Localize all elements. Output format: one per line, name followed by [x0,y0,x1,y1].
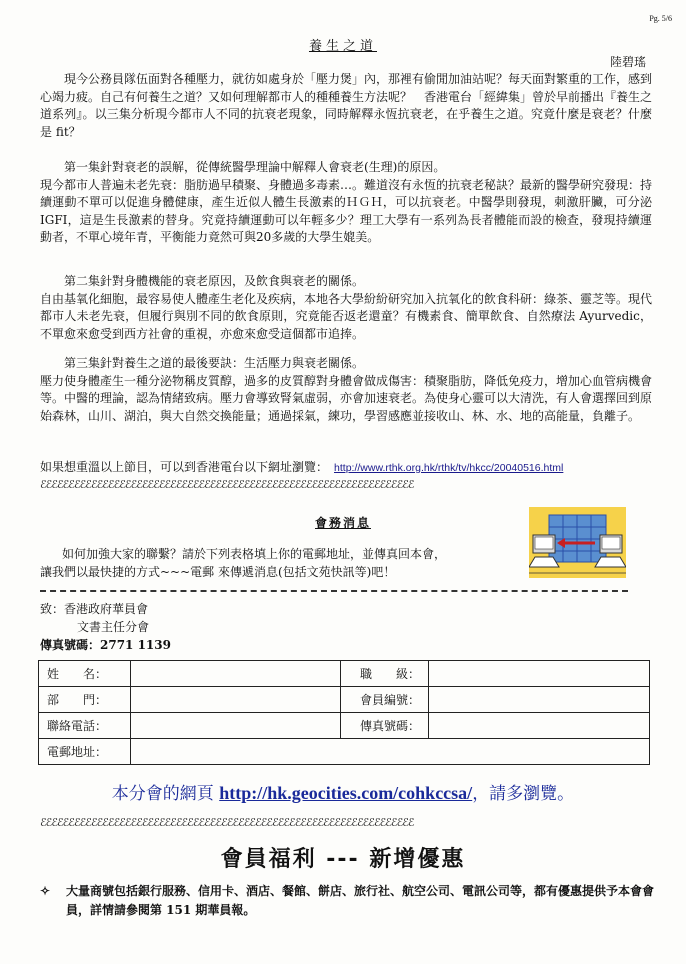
email-label: 電郵地址： [39,739,131,765]
episode-3-body: 壓力使身體產生一種分泌物稱皮質醇，過多的皮質醇對身體會做成傷害：積聚脂肪，降低免疫力，增加心血管病機會等。中醫的理論，認為情緒致病。壓力會導致腎氣虛弱，亦會加速衰老。為使身心靈可以大清洗，有人會選擇回到原始森林，山川、湖泊，與大自然交換能量；通過採氣，練功，學習感應並接收山、林、水、地的高能量，負離子。 [40,373,653,423]
department-label: 部 門： [39,687,131,713]
dashed-divider [40,590,628,592]
member-info-form [38,660,650,765]
recipient-line-1: 致：香港政府華員會 [40,602,149,616]
website-line [0,779,686,804]
page-number: Pg. 5/6 [649,14,672,23]
benefits-item [40,882,660,920]
recipient-fax: 傳真號碼：2771 1139 [40,638,171,652]
divider-flourish-2: ℰℰℰℰℰℰℰℰℰℰℰℰℰℰℰℰℰℰℰℰℰℰℰℰℰℰℰℰℰℰℰℰℰℰℰℰℰℰℰℰℰℰℰℰℰℰℰℰℰℰℰℰℰℰℰℰℰℰℰℰℰℰℰℰℰℰ [40,816,414,829]
member-number-label: 會員編號： [341,687,429,713]
news-line-2: 讓我們以最快捷的方式~~~電郵 來傳遞消息(包括文苑快訊等)吧！ [40,565,396,579]
rank-field[interactable] [429,661,650,687]
episode-3 [40,355,652,425]
replay-prefix: 如果想重溫以上節目，可以到香港電台以下網址瀏覽： [40,460,329,474]
computers-exchanging-mail-icon [529,507,626,578]
article-author: 陸碧瑤 [609,55,646,69]
replay-info [40,458,563,475]
recipient-line-2: 文書主任分會 [77,620,150,634]
article-title: 養生之道 [308,39,377,54]
name-label: 姓 名： [39,661,131,687]
member-number-field[interactable] [429,687,650,713]
fax-label: 傳真號碼： [341,713,429,739]
episode-1 [40,159,652,247]
episode-1-heading: 第一集針對衰老的誤解，從傳統醫學理論中解釋人會衰老(生理)的原因。 [64,160,446,174]
bullet-star-icon: ✧ [40,884,51,898]
news-line-1: 如何加強大家的聯繫？請於下列表格填上你的電郵地址，並傳真回本會， [62,547,447,561]
website-prefix: 本分會的網頁 [111,784,214,804]
website-link[interactable]: http://hk.geocities.com/cohkccsa/ [219,783,473,803]
news-body [40,545,520,581]
benefits-text: 大量商號包括銀行服務、信用卡、酒店、餐館、餅店、旅行社、航空公司、電訊公司等，都有優惠提供予本會會員，詳情請參閱第 151 期華員報。 [66,884,655,917]
rank-label: 職 級： [341,661,429,687]
article-intro: 現今公務員隊伍面對各種壓力，就彷如處身於「壓力煲」內，那裡有偷閒加油站呢？每天面對繁重的工作，感到心竭力疲。自己有何養生之道？又如何理解都市人的種種養生方法呢？ 香港電台「經緯集」曾於早前播出『養生之道系列』。以三集分析現今都市人不同的抗衰老現象，同時解釋永恆抗衰老，在乎養生之道。究竟什麼是衰老？什麼是 fit？ [40,72,653,139]
phone-field[interactable] [131,713,341,739]
rthk-link[interactable]: http://www.rthk.org.hk/rthk/tv/hkcc/20040516.html [334,462,564,474]
name-field[interactable] [131,661,341,687]
recipient-block [40,600,171,654]
episode-2-heading: 第二集針對身體機能的衰老原因，及飲食與衰老的關係。 [64,274,365,288]
news-title: 會務消息 [314,516,371,530]
website-suffix: ，請多瀏覽。 [472,784,575,804]
episode-2-body: 自由基氧化細胞，最容易使人體產生老化及疾病，本地各大學紛紛研究加入抗氧化的飲食科研：綠茶、靈芝等。現代都市人未老先衰，但履行與別不同的飲食原則，究竟能否返老還童？有機素食、簡單飲食、自然療法 Ayurvedic，不單愈來愈受到西方社會的重視，亦愈來愈受這個都市追捧。 [40,291,653,341]
episode-2 [40,273,652,343]
email-field[interactable] [131,739,650,765]
phone-label: 聯絡電話： [39,713,131,739]
episode-3-heading: 第三集針對養生之道的最後要訣：生活壓力與衰老關係。 [64,356,365,370]
department-field[interactable] [131,687,341,713]
episode-1-body: 現今都市人普遍未老先衰：脂肪過早積聚、身體過多毒素…。難道沒有永恆的抗衰老秘訣？最新的醫學研究發現：持續運動不單可以促進身體健康，產生近似人體生長激素的ＨＧＨ，可以抗衰老。中醫學則發現，刺激肝臟，可分泌 IGFI，這是生長激素的替身。究竟持續運動可以年輕多少？理工大學有一系列為長者體能而設的檢查，發現持續運動者，不單心境年青，平衡能力竟然可與20多歲的大學生媲美。 [40,177,653,244]
divider-flourish: ℰℰℰℰℰℰℰℰℰℰℰℰℰℰℰℰℰℰℰℰℰℰℰℰℰℰℰℰℰℰℰℰℰℰℰℰℰℰℰℰℰℰℰℰℰℰℰℰℰℰℰℰℰℰℰℰℰℰℰℰℰℰℰℰℰℰ [40,478,414,491]
fax-field[interactable] [429,713,650,739]
benefits-title: 會員福利 --- 新增優惠 [220,847,466,872]
